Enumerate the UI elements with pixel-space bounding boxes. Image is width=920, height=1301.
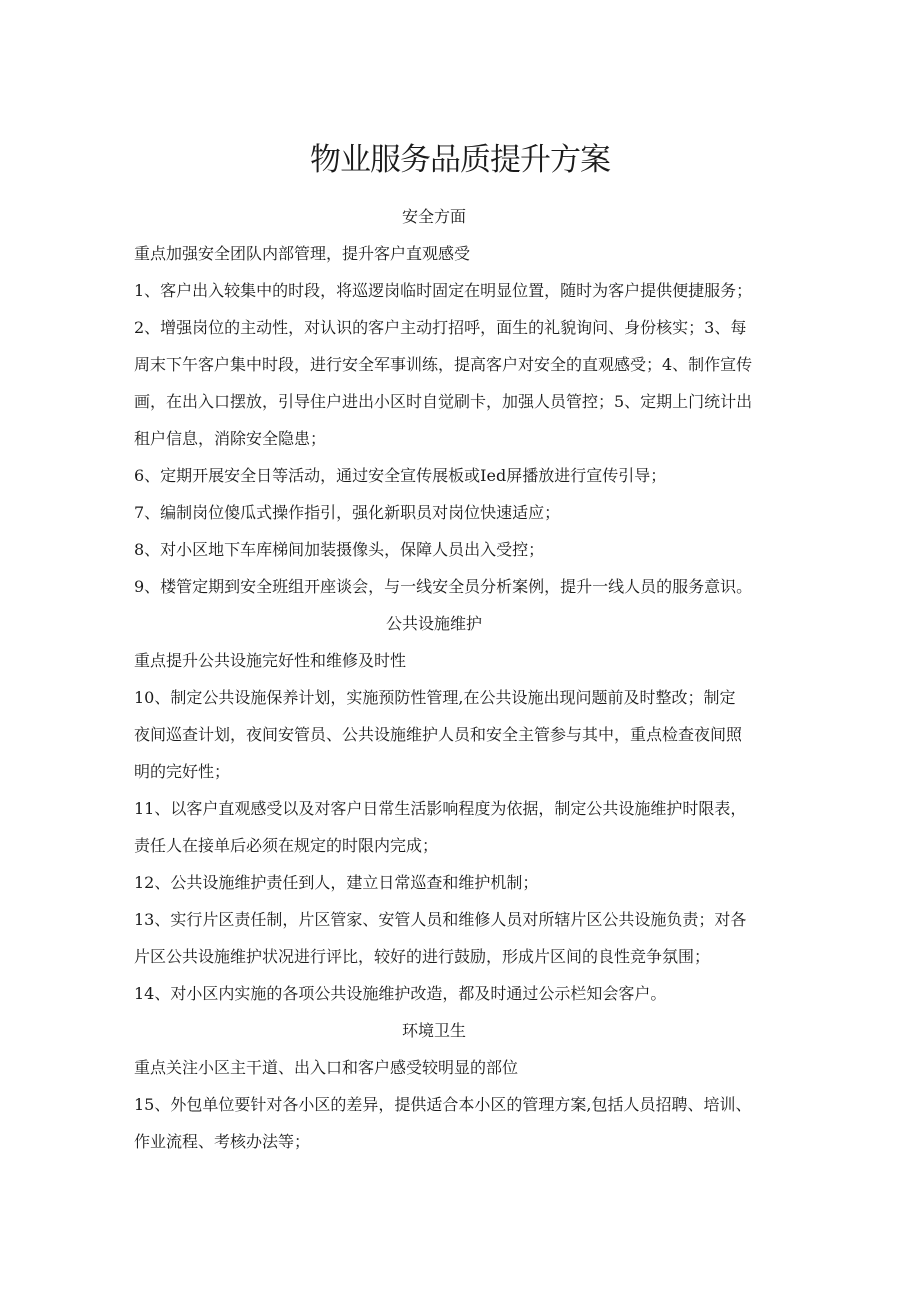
document-body bbox=[134, 198, 804, 1160]
paragraph-line: 6、定期开展安全日等活动，通过安全宣传展板或Ied屏播放进行宣传引导； bbox=[134, 466, 667, 485]
paragraph-line: 租户信息，消除安全隐患； bbox=[134, 429, 327, 448]
paragraph-line: 2、增强岗位的主动性，对认识的客户主动打招呼，面生的礼貌询问、身份核实；3、每 bbox=[134, 318, 747, 337]
document-title: 物业服务品质提升方案 bbox=[310, 142, 610, 178]
paragraph-line: 周末下午客户集中时段，进行安全军事训练，提高客户对安全的直观感受；4、制作宣传 bbox=[134, 355, 753, 374]
section-focus-facilities: 重点提升公共设施完好性和维修及时性 bbox=[134, 651, 407, 670]
section-heading-facilities: 公共设施维护 bbox=[385, 614, 482, 633]
paragraph-line: 片区公共设施维护状况进行评比，较好的进行鼓励，形成片区间的良性竞争氛围； bbox=[134, 947, 711, 966]
paragraph-line: 画，在出入口摆放，引导住户进出小区时自觉刷卡，加强人员管控；5、定期上门统计出 bbox=[134, 392, 753, 411]
paragraph-line: 责任人在接单后必须在规定的时限内完成； bbox=[134, 836, 439, 855]
paragraph-line: 11、以客户直观感受以及对客户日常生活影响程度为依据，制定公共设施维护时限表， bbox=[134, 799, 747, 818]
paragraph-line: 作业流程、考核办法等； bbox=[134, 1132, 311, 1151]
section-focus-sanitation: 重点关注小区主干道、出入口和客户感受较明显的部位 bbox=[134, 1058, 519, 1077]
paragraph-line: 9、楼管定期到安全班组开座谈会，与一线安全员分析案例，提升一线人员的服务意识。 bbox=[134, 577, 753, 596]
section-heading-sanitation: 环境卫生 bbox=[401, 1021, 466, 1040]
paragraph-line: 夜间巡查计划，夜间安管员、公共设施维护人员和安全主管参与其中，重点检查夜间照 bbox=[134, 725, 743, 744]
paragraph-line: 12、公共设施维护责任到人，建立日常巡查和维护机制； bbox=[134, 873, 539, 892]
section-focus-safety: 重点加强安全团队内部管理，提升客户直观感受 bbox=[134, 244, 471, 263]
paragraph-line: 13、实行片区责任制，片区管家、安管人员和维修人员对所辖片区公共设施负责；对各 bbox=[134, 910, 747, 929]
paragraph-line: 7、编制岗位傻瓜式操作指引，强化新职员对岗位快速适应； bbox=[134, 503, 561, 522]
paragraph-line: 1、客户出入较集中的时段，将巡逻岗临时固定在明显位置，随时为客户提供便捷服务； bbox=[134, 281, 753, 300]
paragraph-line: 10、制定公共设施保养计划，实施预防性管理,在公共设施出现问题前及时整改；制定 bbox=[134, 688, 736, 707]
section-heading-safety: 安全方面 bbox=[401, 207, 466, 226]
paragraph-line: 明的完好性； bbox=[134, 762, 231, 781]
paragraph-line: 14、对小区内实施的各项公共设施维护改造，都及时通过公示栏知会客户。 bbox=[134, 984, 667, 1003]
paragraph-line: 15、外包单位要针对各小区的差异，提供适合本小区的管理方案,包括人员招聘、培训、 bbox=[134, 1095, 752, 1114]
paragraph-line: 8、对小区地下车库梯间加装摄像头，保障人员出入受控； bbox=[134, 540, 545, 559]
